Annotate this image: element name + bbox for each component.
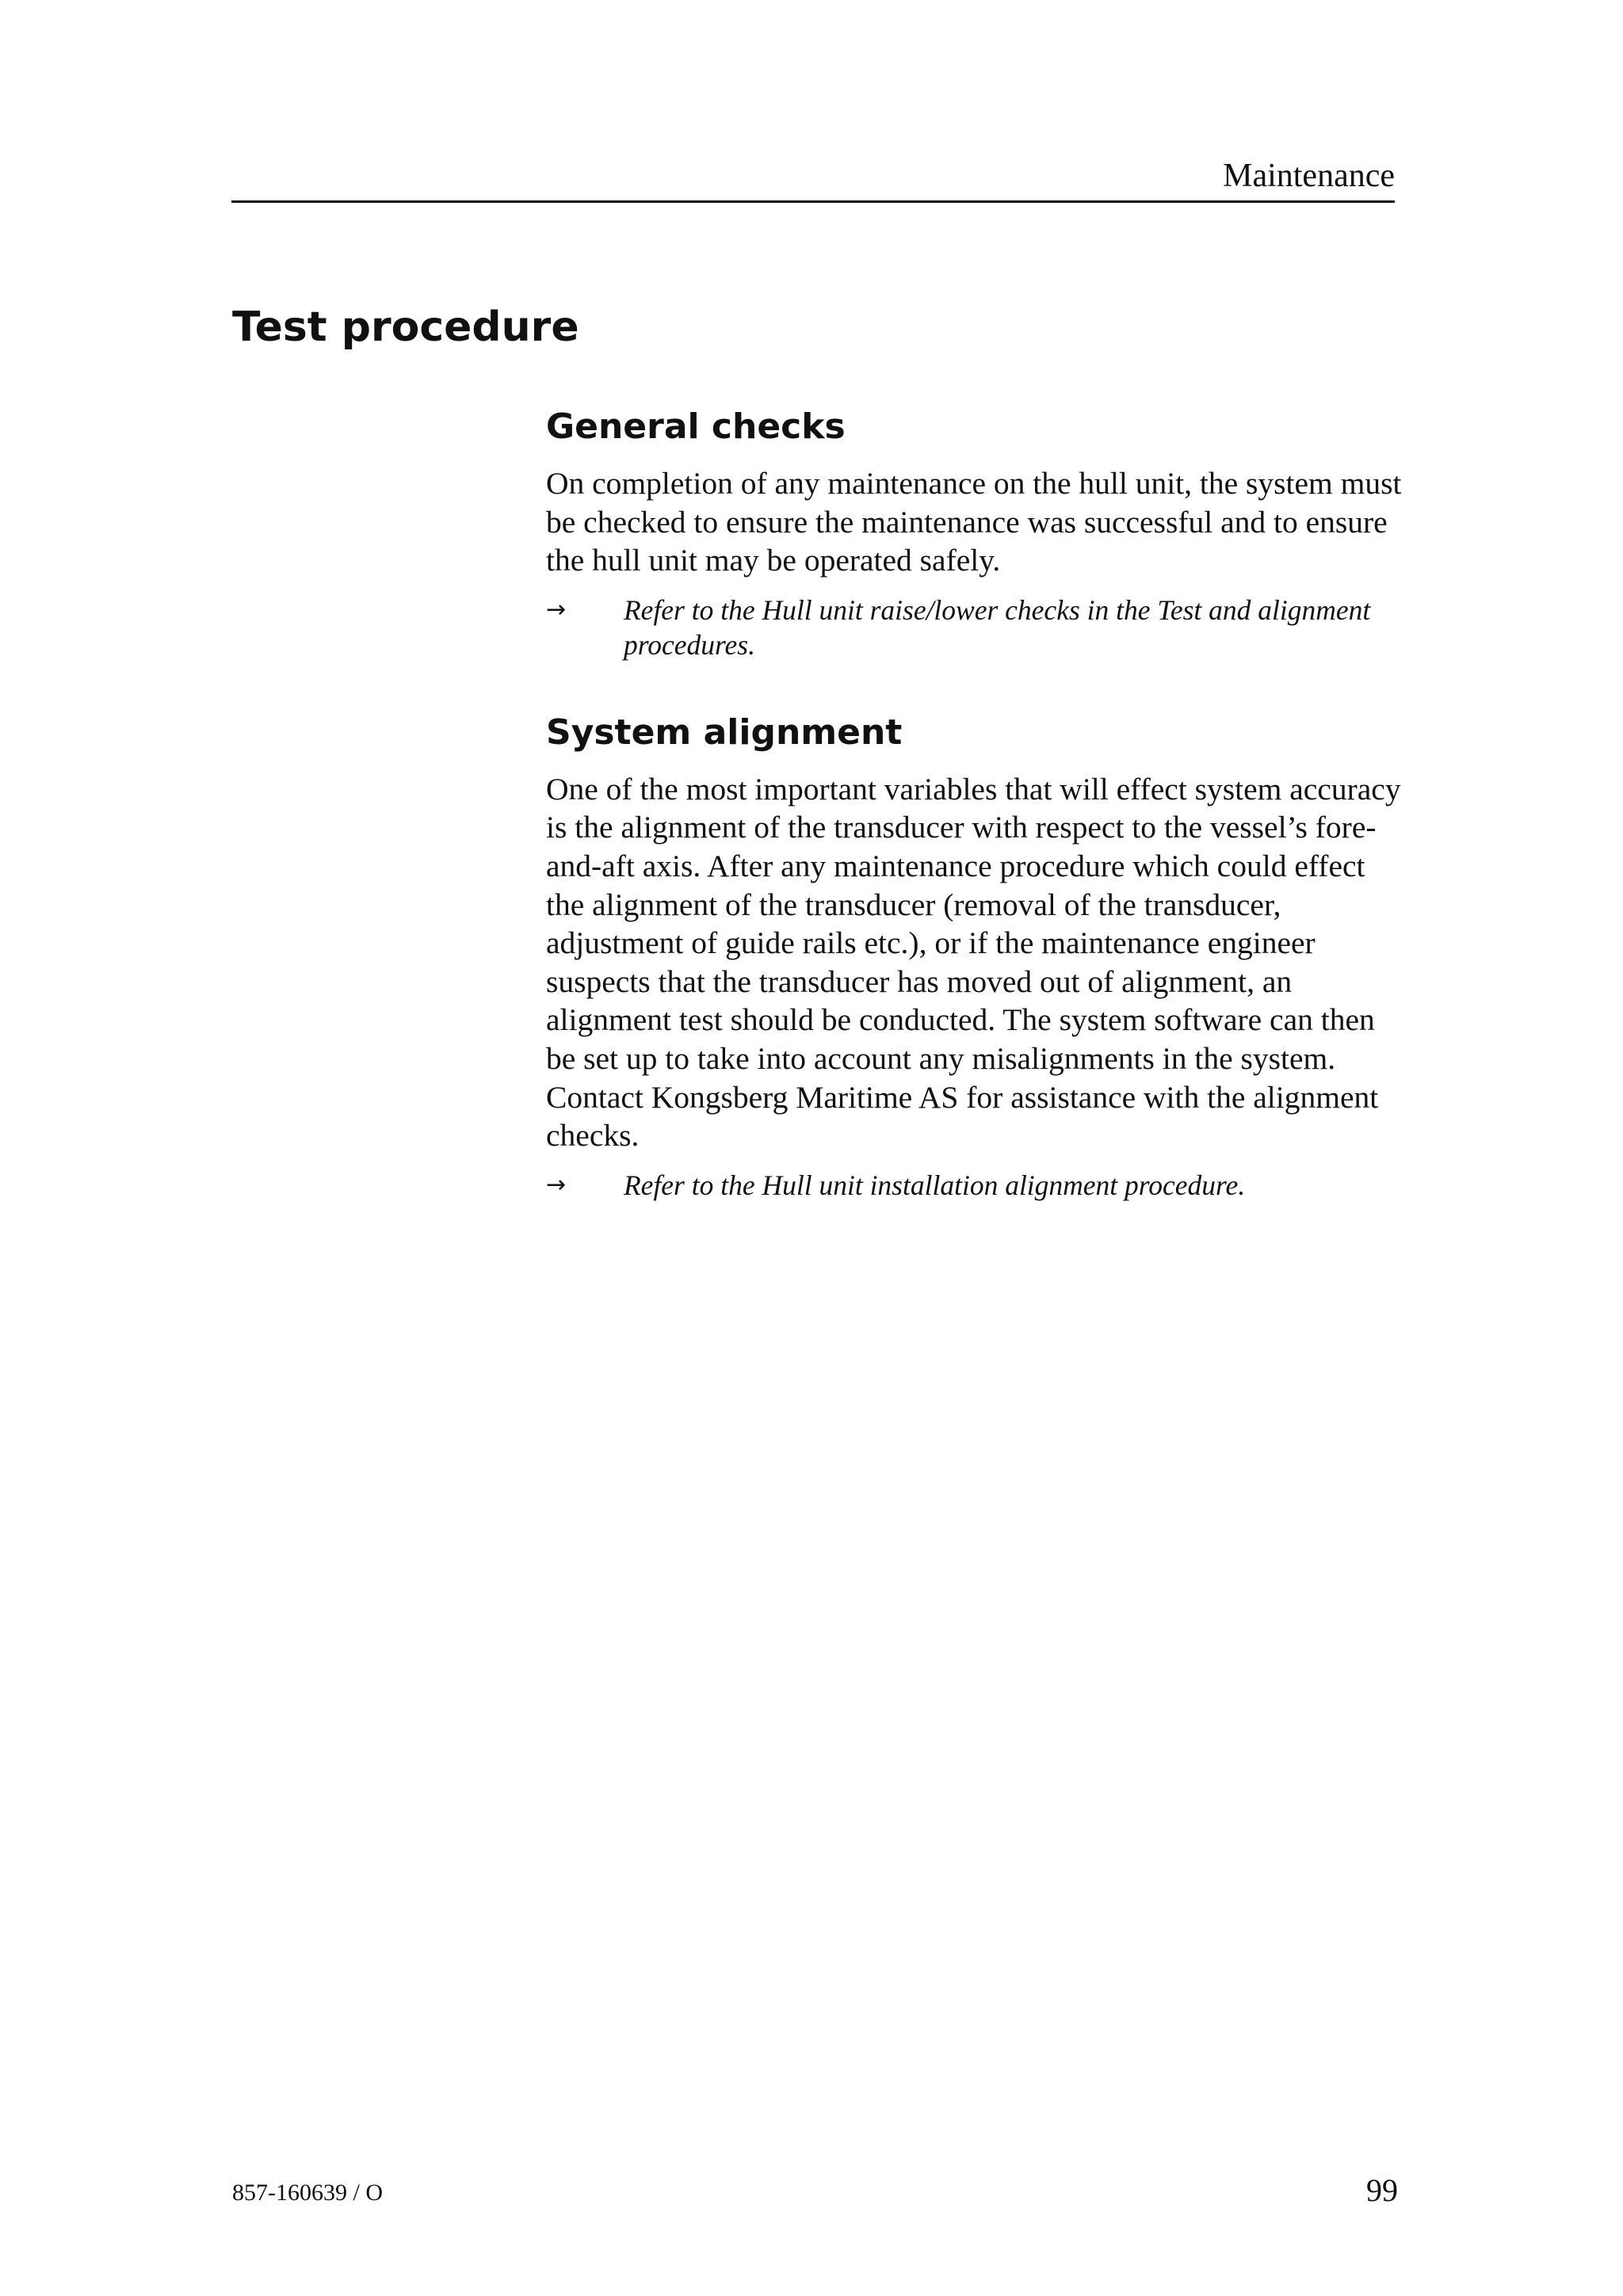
running-header: Maintenance	[1223, 158, 1395, 194]
page-number: 99	[1366, 2172, 1398, 2208]
section-body: One of the most important variables that will effect system accuracy is the alignment of the transducer with respect to the vessel’s fore-and-aft axis. After any maintenance procedure which could effect the alignment of the transducer (removal of the transducer, adjustment of guide rails etc.), or if the maintenance engineer suspects that the transducer has moved out of alignment, an alignment test should be conducted. The system software can then be set up to take into account any misalignments in the system. Contact Kongsberg Maritime AS for assistance with the alignment checks.	[546, 771, 1401, 1154]
arrow-icon: →	[546, 1170, 567, 1199]
reference-note	[546, 1168, 1402, 1203]
document-number: 857-160639 / O	[232, 2180, 383, 2206]
section-general-checks	[546, 398, 1402, 662]
arrow-icon: →	[546, 595, 567, 624]
section-title: General checks	[546, 406, 846, 447]
section-system-alignment	[546, 704, 1402, 1203]
chapter-title: Test procedure	[232, 303, 579, 351]
header-rule	[231, 200, 1395, 203]
reference-text: Refer to the Hull unit installation alignment procedure.	[624, 1169, 1246, 1201]
section-body: On completion of any maintenance on the hull unit, the system must be checked to ensure the maintenance was successful and to ensure the hull unit may be operated safely.	[546, 466, 1402, 578]
content-column	[546, 398, 1402, 1244]
reference-text: Refer to the Hull unit raise/lower checks in the Test and alignment procedures.	[624, 593, 1371, 661]
reference-note	[546, 593, 1402, 662]
section-title: System alignment	[546, 711, 903, 753]
